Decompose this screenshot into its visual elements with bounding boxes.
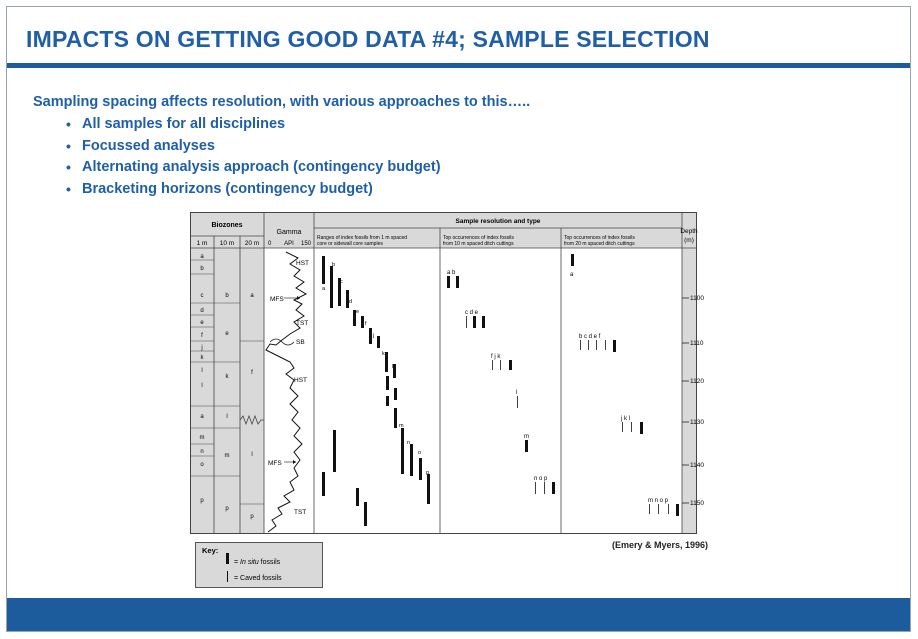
footer-bar xyxy=(7,598,910,631)
bullet-item: • Bracketing horizons (contingency budget) xyxy=(66,180,373,197)
fossil-label: j xyxy=(373,333,375,339)
fossil-range-bar xyxy=(364,502,367,526)
zone-20m-label: f xyxy=(251,370,253,376)
fossil-label: d xyxy=(349,299,353,305)
col-10m-header: 10 m xyxy=(219,240,235,247)
fossil-range-bar xyxy=(330,266,333,308)
intro-text: Sampling spacing affects resolution, with various approaches to this….. xyxy=(33,94,531,110)
bullet-list xyxy=(66,114,441,200)
fossil-label: n o p xyxy=(534,476,548,482)
caved-symbol xyxy=(227,571,228,582)
fossil-label: c xyxy=(340,279,343,285)
fossil-range-bar xyxy=(393,364,396,378)
sub3-line1: Top occurrences of index fossils xyxy=(564,235,635,241)
depth-tick-label: 1110 xyxy=(690,340,704,347)
zone-1m-label: k xyxy=(200,355,204,361)
zone-1m-label: l xyxy=(201,368,203,374)
fossil-label: l xyxy=(392,364,394,370)
fossil-label: l xyxy=(516,390,518,396)
fossil-range-bar xyxy=(356,488,359,506)
zone-10m-label: b xyxy=(225,293,229,299)
zone-10m-label: m xyxy=(224,453,230,459)
insitu-symbol xyxy=(226,553,229,564)
fossil-label: f xyxy=(365,321,367,327)
zone-20m-label: l xyxy=(251,452,253,458)
zone-1m-label: a xyxy=(200,414,204,420)
zone-1m-label: c xyxy=(200,293,204,299)
zone-1m-label: j xyxy=(201,345,203,351)
gamma-label-hst: HST xyxy=(294,377,307,384)
fossil-label: c d e xyxy=(465,310,479,316)
sample-area xyxy=(314,248,682,534)
depth-unit: (m) xyxy=(684,237,694,244)
zone-1m-label: m xyxy=(199,435,205,441)
fossil-range-bar xyxy=(419,458,422,480)
zone-1m-label: l xyxy=(201,383,203,389)
fossil-label: a xyxy=(322,286,326,292)
slide-title: IMPACTS ON GETTING GOOD DATA #4; SAMPLE SELECTION xyxy=(26,26,710,52)
zone-1m-label: o xyxy=(200,462,204,468)
gamma-column xyxy=(264,248,314,534)
zone-1m-label: n xyxy=(200,449,204,455)
api-min: 0 xyxy=(268,241,272,247)
api-max: 150 xyxy=(300,241,311,247)
zone-1m-label: f xyxy=(201,333,203,339)
depth-tick-label: 1120 xyxy=(690,378,704,385)
fossil-range-bar xyxy=(394,388,397,400)
insitu-key-text: = In situ fossils xyxy=(234,559,281,566)
legend-key xyxy=(195,542,323,588)
fossil-label: j k l xyxy=(621,416,630,422)
fossil-label: f j k xyxy=(491,354,501,360)
bullet-text: Focussed analyses xyxy=(82,137,215,154)
zone-10m-label: l xyxy=(226,414,228,420)
fossil-range-bar xyxy=(369,328,375,344)
zone-1m-label: a xyxy=(200,254,204,260)
zone-1m-label: d xyxy=(200,308,204,314)
zone-10m-label: e xyxy=(225,331,229,337)
fossil-label: m xyxy=(524,434,529,440)
depth-axis xyxy=(690,212,712,534)
fossil-range-bar xyxy=(385,352,388,372)
depth-tick-label: 1100 xyxy=(690,295,704,302)
biozones-header: Biozones xyxy=(211,222,243,229)
fossil-range-bar xyxy=(394,408,397,428)
fossil-label: b c d e f xyxy=(579,334,601,340)
zone-20m-label: a xyxy=(250,293,254,299)
fossil-range-bar xyxy=(333,430,336,472)
api-label: API xyxy=(284,241,294,247)
fossil-range-bar xyxy=(361,316,364,328)
depth-tick-label: 1130 xyxy=(690,419,704,426)
gamma-header: Gamma xyxy=(276,229,302,236)
zone-10m-label: p xyxy=(225,506,229,512)
gamma-label-mfs: MFS xyxy=(268,460,282,467)
title-underline xyxy=(7,63,910,68)
bullet-text: All samples for all disciplines xyxy=(82,116,286,132)
zone-1m-label: p xyxy=(200,498,204,504)
fossil-label: b xyxy=(332,262,336,268)
fossil-range-bar xyxy=(377,336,380,348)
sub2-line2: from 10 m spaced ditch cuttings xyxy=(443,241,514,247)
bullet-item: • Alternating analysis approach (contingency budget) xyxy=(66,159,441,175)
fossil-label: m n o p xyxy=(648,498,669,504)
depth-header: Depth xyxy=(680,228,698,235)
sample-header: Sample resolution and type xyxy=(455,218,541,225)
zone-20m-label: p xyxy=(250,514,254,520)
fossil-range-bar xyxy=(401,428,404,474)
sub1-line2: core or sidewall core samples xyxy=(317,241,383,247)
fossil-label: m xyxy=(399,423,404,429)
fossil-label: o xyxy=(418,450,422,456)
caved-key-text: = Caved fossils xyxy=(234,575,282,582)
depth-tick-label: 1140 xyxy=(690,462,704,469)
bullet-item: • Focussed analyses xyxy=(66,137,215,154)
fossil-label: e xyxy=(356,309,360,315)
fossil-range-bar xyxy=(427,474,430,504)
fossil-label: p xyxy=(426,470,430,476)
fossil-range-bar xyxy=(386,396,389,406)
fossil-range-bar xyxy=(322,256,325,284)
fossil-range-bar xyxy=(410,444,413,476)
fossil-range-bar xyxy=(386,376,389,390)
bullet-text: Alternating analysis approach (contingency budget) xyxy=(82,159,441,175)
bullet-text: Bracketing horizons (contingency budget) xyxy=(82,180,373,197)
sub3-line2: from 20 m spaced ditch cuttings xyxy=(564,241,635,247)
zone-1m-label: e xyxy=(200,320,204,326)
fossil-range-bar xyxy=(322,472,325,496)
gamma-label-hst: HST xyxy=(296,260,309,267)
sub2-line1: Top occurrences of index fossils xyxy=(443,235,514,241)
fossil-label: a xyxy=(570,272,574,278)
citation: (Emery & Myers, 1996) xyxy=(612,540,709,550)
gamma-label-tst: TST xyxy=(294,509,307,516)
fossil-label: k xyxy=(382,351,385,357)
col-20m-header: 20 m xyxy=(244,240,260,247)
fossil-label: n xyxy=(407,440,411,446)
sub1-line1: Ranges of index fossils from 1 m spaced xyxy=(317,235,408,241)
fossil-label: a b xyxy=(447,270,456,276)
sample-resolution-figure xyxy=(190,212,704,534)
zone-1m-label: b xyxy=(200,266,204,272)
zone-10m-label: k xyxy=(225,374,229,380)
gamma-label-tst: TST xyxy=(296,320,309,327)
gamma-label-sb: SB xyxy=(296,339,305,346)
bullet-item: • All samples for all disciplines xyxy=(66,116,286,132)
depth-tick-label: 1150 xyxy=(690,500,704,507)
key-title: Key: xyxy=(202,546,219,555)
col-1m-header: 1 m xyxy=(196,240,208,247)
gamma-label-mfs: MFS xyxy=(270,296,284,303)
